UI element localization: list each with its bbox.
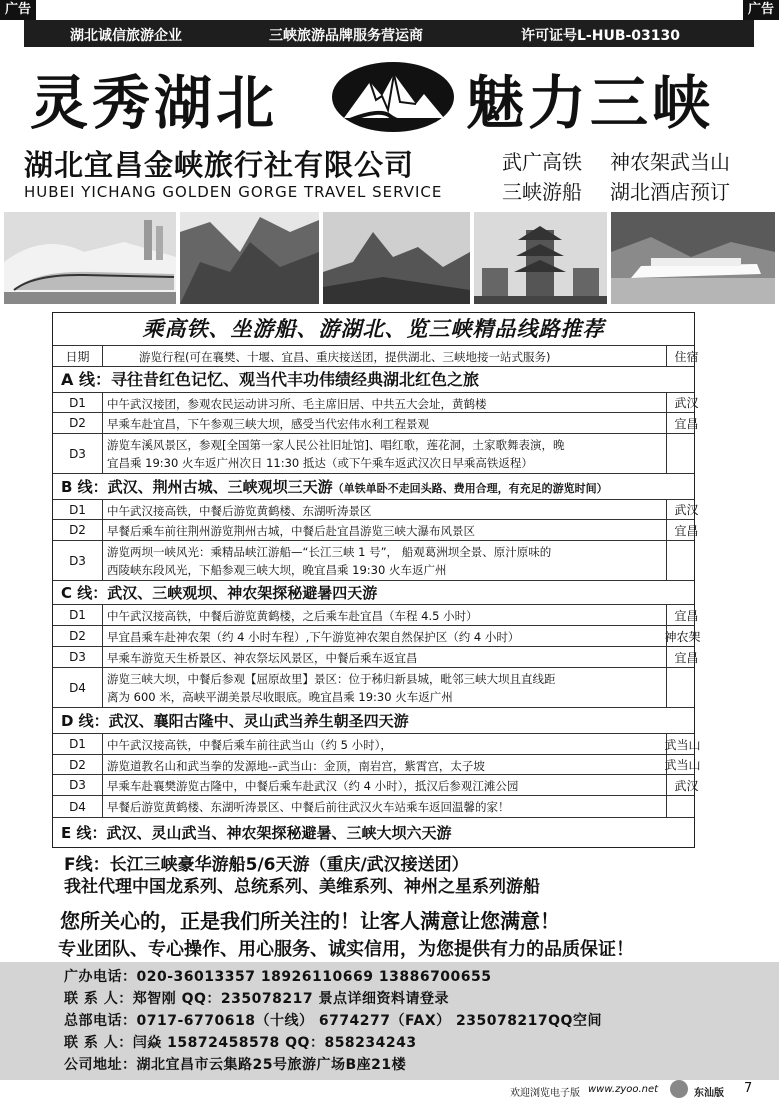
table-row	[53, 540, 694, 580]
table-row	[53, 519, 699, 540]
ad-tag-right: 广告	[743, 0, 779, 20]
headline-right: 魅力三峡	[466, 69, 715, 137]
contact-person-1: 联 系 人：郑智刚 QQ：235078217 景点详细资料请登录	[64, 991, 449, 1007]
service-high-speed-rail: 武广高铁	[502, 150, 582, 174]
table-title: 乘高铁、坐游船、游湖北、览三峡精品线路推荐	[142, 316, 605, 341]
service-hotel: 湖北酒店预订	[610, 180, 730, 204]
photo-cruise-ship	[611, 212, 775, 304]
day-itinerary: 早宜昌乘车赴神农架（约 4 小时车程）,下午游览神农架自然保护区（约 4 小时）	[107, 630, 520, 644]
headline-left: 灵秀湖北	[30, 69, 279, 137]
line-f-subtitle: 我社代理中国龙系列、总统系列、美维系列、神州之星系列游船	[64, 877, 540, 897]
day-itinerary: 中午武汉接团，参观农民运动讲习所、毛主席旧居、中共五大会址，黄鹤楼	[107, 397, 487, 411]
day-itinerary: 游览道教名山和武当拳的发源地-–武当山：金顶，南岩宫，紫霄宫，太子坡	[107, 759, 485, 773]
itinerary-line-1: 游览车溪风景区，参观[全国第一家人民公社旧址馆]、唱红歌，莲花洞，土家歌舞表演，晚	[107, 438, 565, 452]
day-label: D4	[53, 668, 103, 707]
day-itinerary: 早餐后乘车前往荆州游览荆州古城，中餐后赴宜昌游览三峡大瀑布风景区	[107, 524, 475, 538]
stay-text: 宜昌	[674, 523, 699, 538]
footer-site-link[interactable]: www.zyoo.net	[588, 1084, 659, 1095]
stay-text: 武汉	[674, 778, 699, 793]
header-stay-text: 住宿	[674, 349, 699, 364]
itinerary-line-2: 宜昌乘 19:30 火车返广州次日 11:30 抵达（或下午乘车返武汉次日早乘高铁返程）	[107, 456, 533, 470]
table-row	[53, 754, 701, 774]
line-b-title	[53, 473, 694, 499]
day-itinerary	[103, 668, 666, 707]
table-row	[53, 412, 699, 433]
line-a-title: A 线：寻往昔红色记忆、观当代丰功伟绩经典湖北红色之旅	[53, 366, 694, 392]
stay-text: 神农架	[664, 629, 701, 644]
page-number: 7	[744, 1081, 753, 1096]
day-itinerary: 中午武汉接高铁，中餐后游览黄鹤楼，之后乘车赴宜昌（车程 4.5 小时）	[107, 609, 478, 623]
line-b-note: （单铁单卧不走回头路、费用合理，有充足的游览时间）	[332, 482, 608, 495]
table-row	[53, 795, 694, 817]
line-e-title: E 线：武汉、灵山武当、神农架探秘避暑、三峡大坝六天游	[53, 817, 694, 849]
emblem-icon	[670, 1080, 688, 1098]
table-row	[53, 774, 699, 795]
photo-peaks	[323, 212, 470, 304]
day-stay	[666, 520, 699, 540]
day-stay	[666, 647, 699, 667]
service-shennongjia: 神农架武当山	[610, 150, 730, 174]
day-stay	[666, 434, 696, 473]
day-stay	[664, 626, 701, 646]
slogan-primary: 您所关心的，正是我们所关注的！让客人满意让您满意！	[60, 909, 560, 933]
line-f-title: F线：长江三峡豪华游船5/6天游（重庆/武汉接送团）	[64, 855, 469, 875]
table-row	[53, 433, 694, 473]
table-row	[53, 646, 699, 667]
stay-text: 武汉	[674, 396, 699, 410]
day-label: D3	[53, 647, 103, 667]
day-stay	[666, 413, 699, 433]
table-row	[53, 499, 699, 519]
day-stay	[666, 775, 699, 795]
day-itinerary	[103, 541, 666, 580]
company-name-en: HUBEI YICHANG GOLDEN GORGE TRAVEL SERVICE	[24, 183, 443, 201]
day-label: D3	[53, 775, 103, 795]
mountain-logo-icon	[330, 60, 456, 134]
topbar-item-2: 三峡旅游品牌服务营运商	[269, 28, 423, 44]
itinerary-line-1: 游览两坝一峡风光：乘精品峡江游船—“长江三峡 1 号”， 船观葛洲坝全景、原汁原味的	[107, 545, 552, 559]
topbar-item-3: 许可证号L-HUB-03130	[521, 28, 681, 44]
header-itinerary: 游览行程(可在襄樊、十堰、宜昌、重庆接送团，提供湖北、三峡地接一站式服务)	[139, 350, 551, 364]
day-stay	[664, 734, 701, 754]
topbar-item-1: 湖北诚信旅游企业	[70, 28, 182, 44]
day-label: D4	[53, 796, 103, 817]
stay-text: 武当山	[664, 758, 701, 772]
photo-yellow-crane-tower	[474, 212, 607, 304]
day-itinerary: 早乘车赴宜昌，下午参观三峡大坝，感受当代宏伟水利工程景观	[107, 417, 429, 431]
day-label: D1	[53, 500, 103, 519]
day-label: D1	[53, 393, 103, 412]
contact-block	[0, 962, 779, 1080]
stay-text: 武汉	[674, 503, 699, 517]
company-address: 公司地址：湖北宜昌市云集路25号旅游广场B座21楼	[64, 1057, 407, 1073]
line-d-title: D 线：武汉、襄阳古隆中、灵山武当养生朝圣四天游	[53, 707, 694, 733]
day-label: D1	[53, 605, 103, 625]
photo-mountain-gorge	[180, 212, 319, 304]
header-date: 日期	[53, 346, 103, 366]
stay-text: 武当山	[664, 737, 701, 752]
contact-person-2: 联 系 人：闫焱 15872458578 QQ：858234243	[64, 1035, 417, 1051]
slogan-secondary: 专业团队、专心操作、用心服务、诚实信用，为您提供有力的品质保证！	[58, 939, 634, 960]
itinerary-line-2: 离为 600 米，高峡平湖美景尽收眼底。晚宜昌乘 19:30 火车返广州	[107, 690, 453, 704]
day-label: D2	[53, 413, 103, 433]
day-label: D3	[53, 541, 103, 580]
contact-guangzhou-phone: 广办电话：020-36013357 18926110669 13886700655	[64, 969, 492, 985]
service-cruise: 三峡游船	[502, 180, 582, 204]
stay-text: 宜昌	[674, 416, 699, 431]
day-label: D2	[53, 755, 103, 774]
stay-text: 宜昌	[674, 650, 699, 665]
day-stay	[666, 393, 699, 412]
day-stay	[666, 541, 696, 580]
day-label: D3	[53, 434, 103, 473]
footer-edition: 东汕版	[694, 1088, 724, 1099]
day-itinerary: 中午武汉接高铁，中餐后乘车前往武当山（约 5 小时），	[107, 738, 392, 752]
day-itinerary: 早乘车游览天生桥景区、神农祭坛风景区，中餐后乘车返宜昌	[107, 651, 418, 665]
company-name: 湖北宜昌金峡旅行社有限公司	[24, 148, 415, 182]
table-row	[53, 733, 701, 754]
itinerary-line-1: 游览三峡大坝，中餐后参观【屈原故里】景区：位于秭归新县城，毗邻三峡大坝且直线距	[107, 672, 556, 686]
line-c-title: C 线：武汉、三峡观坝、神农架探秘避暑四天游	[53, 580, 694, 604]
stay-text: 宜昌	[674, 608, 699, 623]
footer-browse: 欢迎浏览电子版	[510, 1088, 580, 1099]
day-itinerary: 中午武汉接高铁，中餐后游览黄鹤楼、东湖听涛景区	[107, 504, 372, 518]
day-stay	[666, 796, 696, 817]
header-stay	[666, 346, 699, 366]
itinerary-line-2: 西陵峡东段风光，下船参观三峡大坝，晚宜昌乘 19:30 火车返广州	[107, 563, 447, 577]
table-row	[53, 625, 701, 646]
table-row	[53, 667, 694, 707]
day-stay	[666, 500, 699, 519]
line-b-title-text: B 线：武汉、荆州古城、三峡观坝三天游	[61, 478, 333, 496]
contact-hq-phone: 总部电话：0717-6770618（十线） 6774277（FAX） 235078217QQ空间	[64, 1013, 602, 1029]
table-row	[53, 604, 699, 625]
day-stay	[666, 605, 699, 625]
day-label: D2	[53, 520, 103, 540]
day-itinerary	[103, 434, 666, 473]
day-label: D2	[53, 626, 103, 646]
top-banner	[24, 20, 754, 47]
day-itinerary: 早餐后游览黄鹤楼、东湖听涛景区、中餐后前往武汉火车站乘车返回温馨的家！	[107, 800, 510, 814]
day-label: D1	[53, 734, 103, 754]
day-itinerary: 早乘车赴襄樊游览古隆中，中餐后乘车赴武汉（约 4 小时），抵汉后参观江滩公园	[107, 779, 519, 793]
day-stay	[666, 668, 696, 707]
table-header-row	[53, 345, 699, 366]
day-stay	[664, 755, 701, 774]
photo-high-speed-train	[4, 212, 176, 304]
itinerary-table	[52, 312, 701, 848]
table-row	[53, 392, 699, 412]
ad-tag-left: 广告	[0, 0, 36, 20]
